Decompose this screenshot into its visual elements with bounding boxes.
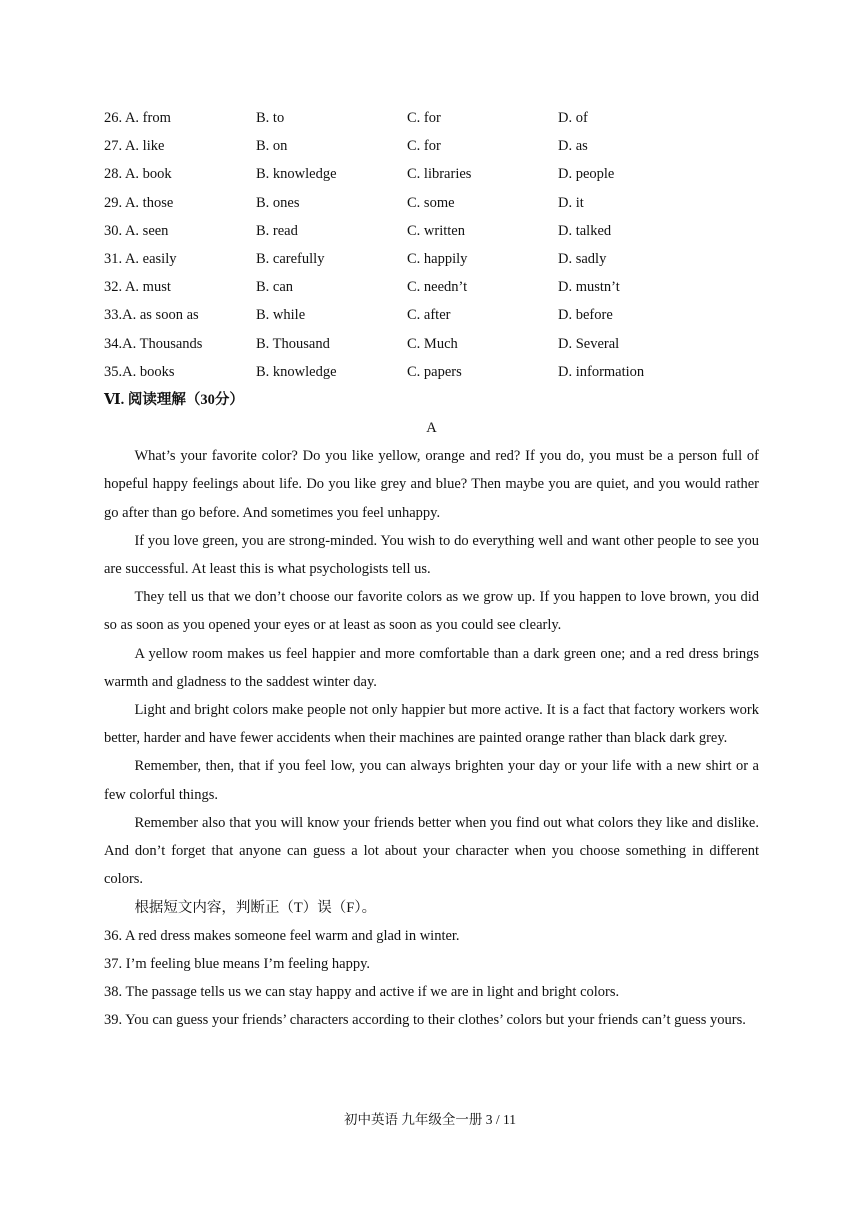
question-item: 36. A red dress makes someone feel warm and glad in winter.	[104, 927, 460, 944]
section-heading: Ⅵ. 阅读理解（30分）	[104, 391, 244, 408]
choice-row	[104, 330, 759, 358]
passage-paragraph: What’s your favorite color? Do you like yellow, orange and red? If you do, you must be a person full of hopeful happy feelings about life. Do you like grey and blue? Then maybe you are quiet, and you would rather go after than go before. And sometimes you feel unhappy.	[104, 448, 759, 521]
choice-row	[104, 301, 759, 329]
passage-title: A	[426, 420, 437, 437]
choice-row	[104, 189, 759, 217]
choice-row	[104, 273, 759, 301]
choice-row	[104, 245, 759, 273]
option-c: C. for	[407, 110, 441, 126]
choice-row	[104, 104, 759, 132]
choice-row	[104, 358, 759, 386]
option-b: B. Thousand	[256, 335, 330, 352]
option-a: 27. A. like	[104, 138, 165, 155]
option-a: 32. A. must	[104, 279, 171, 296]
option-a: 29. A. those	[104, 194, 174, 211]
option-b: B. knowledge	[256, 363, 337, 380]
option-c: C. papers	[407, 363, 462, 380]
passage-paragraph: If you love green, you are strong-minded. You wish to do everything well and want other people to see you are successful. At least this is what psychologists tell us.	[104, 532, 759, 578]
option-d: D. talked	[558, 222, 612, 239]
option-d: D. before	[558, 307, 613, 324]
option-b: B. on	[256, 138, 288, 155]
option-c: C. needn’t	[407, 279, 468, 296]
page-content	[104, 104, 759, 1035]
option-c: C. written	[407, 222, 465, 239]
passage-paragraph: Remember, then, that if you feel low, you can always brighten your day or your life with a new shirt or a few colorful things.	[104, 758, 759, 803]
question-item: 38. The passage tells us we can stay happy and active if we are in light and bright colors.	[104, 984, 620, 1001]
option-d: D. people	[558, 166, 615, 183]
option-b: B. knowledge	[256, 166, 337, 183]
choice-row	[104, 217, 759, 245]
option-c: C. happily	[407, 250, 468, 267]
option-d: D. of	[558, 110, 588, 126]
option-c: C. some	[407, 194, 455, 211]
question-instruction: 根据短文内容，判断正（T）误（F）。	[134, 899, 377, 916]
option-a: 26. A. from	[104, 110, 171, 126]
option-a: 30. A. seen	[104, 222, 169, 239]
passage-paragraph: Remember also that you will know your friends better when you find out what colors they like and dislike. And don’t forget that anyone can guess a lot about your character when you choose something in different colors.	[104, 814, 759, 888]
option-d: D. Several	[558, 335, 620, 352]
option-c: C. for	[407, 138, 441, 155]
option-b: B. read	[256, 222, 298, 239]
question-item: 37. I’m feeling blue means I’m feeling happy.	[104, 955, 371, 972]
option-d: D. sadly	[558, 250, 607, 267]
option-d: D. mustn’t	[558, 279, 620, 296]
passage-paragraph: Light and bright colors make people not only happier but more active. It is a fact that factory workers work better, harder and have fewer accidents when their machines are painted orange rather than black dark grey.	[104, 702, 759, 747]
option-a: 33.A. as soon as	[104, 307, 199, 324]
option-a: 31. A. easily	[104, 250, 177, 267]
option-c: C. after	[407, 307, 451, 324]
option-c: C. libraries	[407, 166, 472, 183]
passage-paragraph: A yellow room makes us feel happier and more comfortable than a dark green one; and a red dress brings warmth and gladness to the saddest winter day.	[104, 645, 759, 690]
question-item: 39. You can guess your friends’ characters according to their clothes’ colors but your friends can’t guess yours.	[104, 1012, 746, 1029]
option-d: D. as	[558, 138, 588, 155]
option-b: B. ones	[256, 194, 300, 211]
option-a: 34.A. Thousands	[104, 335, 203, 352]
option-a: 28. A. book	[104, 166, 172, 183]
choice-row	[104, 132, 759, 160]
option-b: B. can	[256, 279, 294, 296]
option-d: D. it	[558, 194, 584, 211]
option-a: 35.A. books	[104, 363, 175, 380]
passage-paragraph: They tell us that we don’t choose our favorite colors as we grow up. If you happen to love brown, you did so as soon as you opened your eyes or at least as soon as you could see clearly.	[104, 589, 759, 634]
page-footer: 初中英语 九年级全一册 3 / 11	[344, 1112, 516, 1127]
cloze-choices-table	[104, 104, 759, 386]
option-b: B. while	[256, 307, 306, 324]
option-d: D. information	[558, 363, 645, 380]
option-b: B. carefully	[256, 250, 325, 267]
choice-row	[104, 160, 759, 188]
option-b: B. to	[256, 110, 285, 126]
option-c: C. Much	[407, 335, 458, 352]
